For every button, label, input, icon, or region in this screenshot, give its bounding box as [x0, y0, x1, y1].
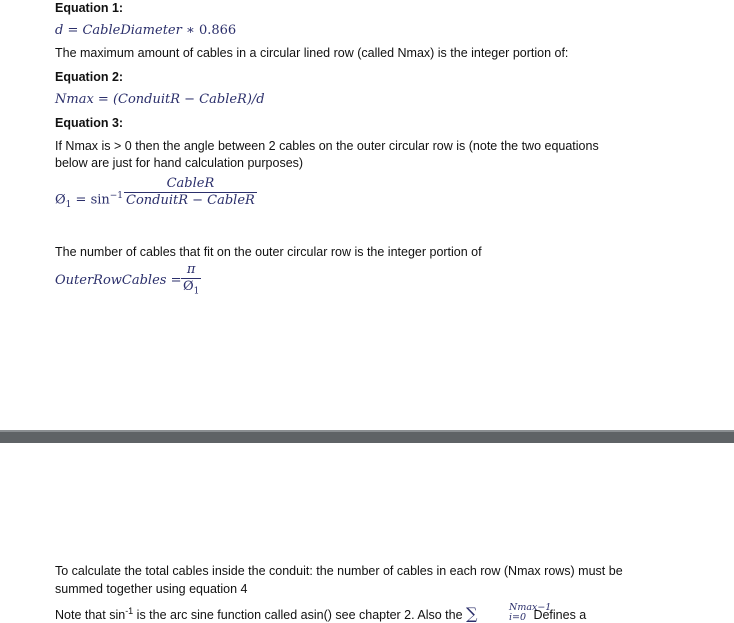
eq1-const: 0.866 [198, 23, 237, 38]
summation-symbol: ∑ [466, 604, 478, 623]
equation-1-heading: Equation 1: [55, 1, 124, 15]
phi-fraction-numerator: CableR [166, 176, 215, 191]
outer-row-description: The number of cables that fit on the outer circular row is the integer portion of [55, 245, 482, 259]
outer-row-numerator: π [186, 262, 196, 277]
phi-subscript: 1 [65, 199, 72, 210]
document-page-bottom [0, 443, 734, 622]
phi-fraction-denominator: ConduitR − CableR [126, 193, 255, 208]
equation-3-text-line-2: below are just for hand calculation purposes) [55, 156, 304, 170]
asin-note-superscript: -1 [125, 606, 134, 616]
outer-row-phi: Ø [183, 279, 194, 294]
eq1-op: ∗ [181, 23, 199, 38]
phi-equals-sin: = sin [71, 192, 110, 208]
phi-fraction [124, 176, 257, 209]
summation-lower-limit: i=0 [509, 612, 527, 623]
outer-row-formula-lhs: OuterRowCables = [55, 273, 182, 288]
equation-2-formula: Nmax = (ConduitR − CableR)/d [55, 92, 265, 107]
summation-upper-limit: Nmax−1 [509, 602, 552, 613]
phi-sin-superscript: −1 [109, 191, 124, 201]
total-cables-text-line-1: To calculate the total cables inside the conduit: the number of cables in each row (Nmax rows) must be [55, 564, 623, 578]
equation-3-heading: Equation 3: [55, 116, 124, 130]
phi-formula-lhs [55, 188, 123, 213]
asin-note [55, 603, 586, 623]
nmax-description: The maximum amount of cables in a circular lined row (called Nmax) is the integer portion of: [55, 46, 569, 60]
phi-symbol: Ø [55, 192, 66, 208]
equation-1-formula [55, 23, 236, 39]
asin-note-suffix: Defines a [533, 608, 587, 623]
eq1-var: CableDiameter [82, 23, 182, 38]
asin-note-middle: is the arc sine function called asin() see chapter 2. Also the [133, 608, 467, 623]
equation-2-heading: Equation 2: [55, 70, 124, 84]
asin-note-prefix: Note that sin [55, 608, 126, 623]
page-break-divider [0, 430, 734, 443]
outer-row-fraction [181, 262, 201, 300]
outer-row-denominator [181, 279, 201, 300]
outer-row-phi-subscript: 1 [193, 286, 200, 297]
total-cables-text-line-2: summed together using equation 4 [55, 582, 248, 596]
equation-3-text-line-1: If Nmax is > 0 then the angle between 2 cables on the outer circular row is (note the two equations [55, 139, 599, 153]
eq1-lhs: d = [55, 23, 83, 38]
